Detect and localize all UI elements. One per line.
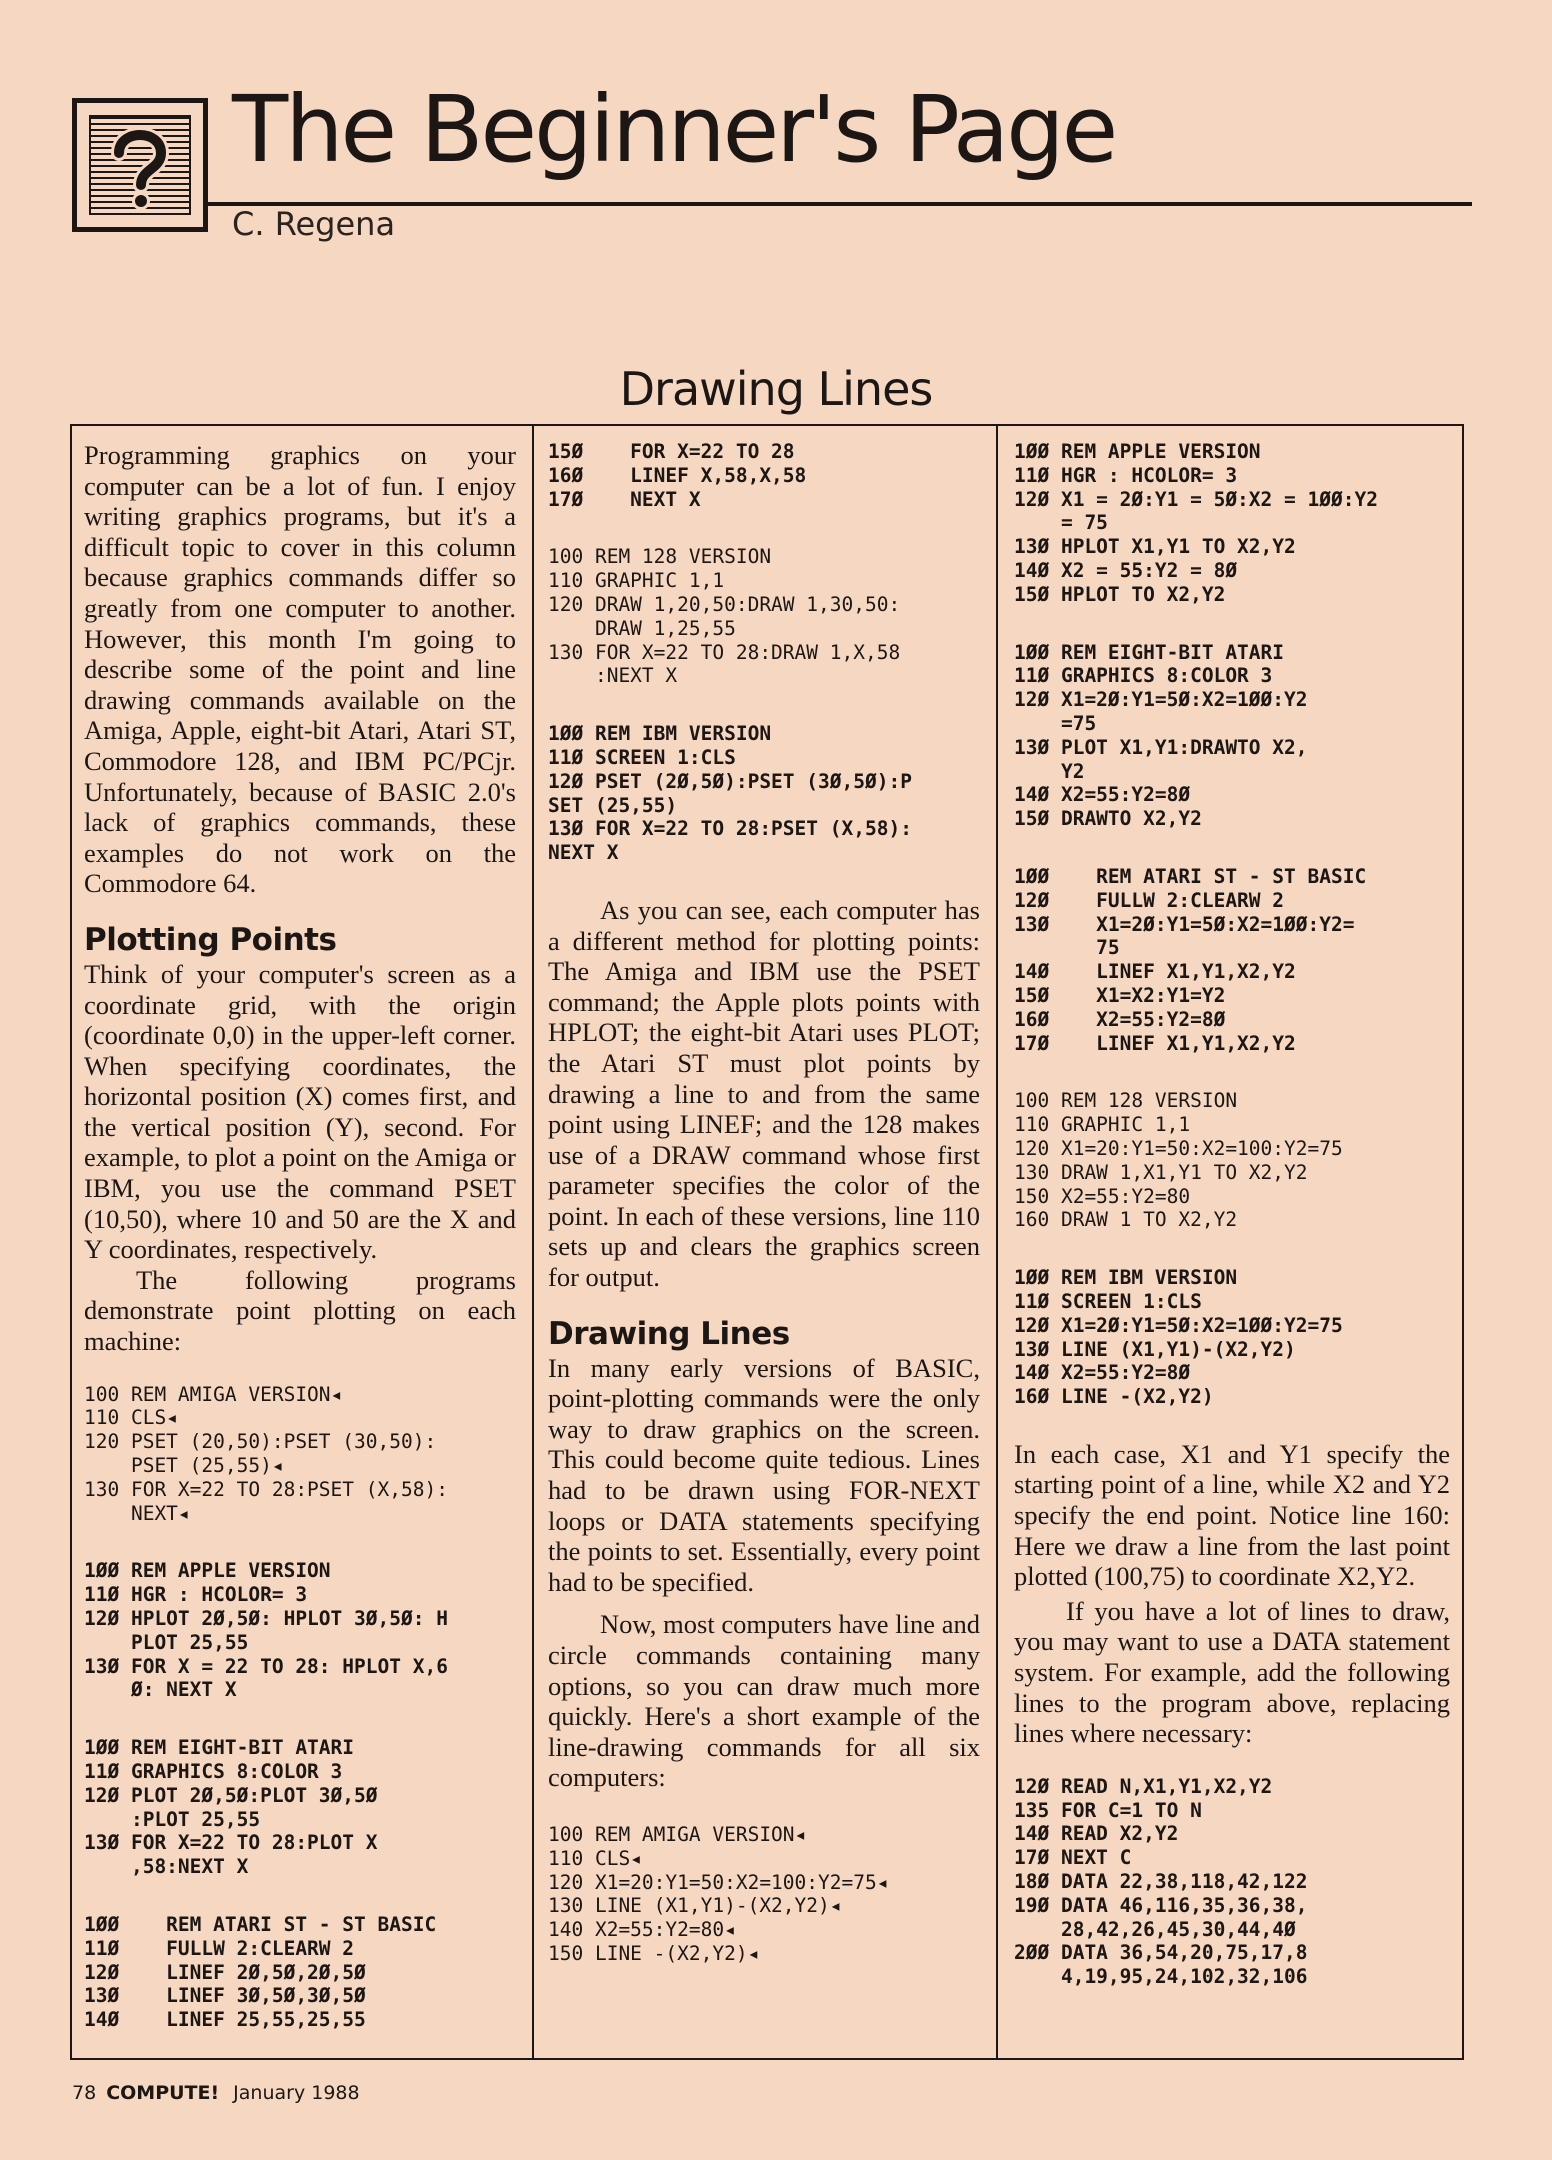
code-line: 12Ø X1=2Ø:Y1=5Ø:X2=1ØØ:Y2=75 bbox=[1014, 1313, 1343, 1337]
code-listing-128 bbox=[548, 545, 980, 688]
code-line: 75 bbox=[1014, 936, 1120, 960]
code-line: 16Ø X2=55:Y2=8Ø bbox=[1014, 1007, 1226, 1031]
code-line: 12Ø PSET (2Ø,5Ø):PSET (3Ø,5Ø):P bbox=[548, 769, 912, 793]
paragraph: The following programs demonstrate point plotting on each machine: bbox=[84, 1264, 516, 1357]
column-divider bbox=[996, 426, 998, 2060]
code-line: Y2 bbox=[1014, 759, 1085, 783]
code-line: 13Ø FOR X = 22 TO 28: HPLOT X,6 bbox=[84, 1654, 448, 1678]
code-line: 110 GRAPHIC 1,1 bbox=[1014, 1113, 1191, 1137]
page-title: The Beginner's Page bbox=[232, 76, 1116, 183]
code-line: 17Ø NEXT C bbox=[1014, 1846, 1132, 1870]
code-line: 1ØØ REM IBM VERSION bbox=[1014, 1266, 1238, 1290]
column-1 bbox=[84, 440, 516, 2052]
paragraph: If you have a lot of lines to draw, you may want to use a DATA statement system. For example, add the following lines to the program above, replacing lines where necessary: bbox=[1014, 1595, 1450, 1749]
code-line: 160 DRAW 1 TO X2,Y2 bbox=[1014, 1208, 1238, 1232]
code-line: 110 CLS◂ bbox=[84, 1406, 178, 1430]
code-line: 13Ø X1=2Ø:Y1=5Ø:X2=1ØØ:Y2= bbox=[1014, 912, 1355, 936]
code-line: 18Ø DATA 22,38,118,42,122 bbox=[1014, 1870, 1308, 1894]
code-line: 15Ø FOR X=22 TO 28 bbox=[548, 440, 795, 463]
column-divider bbox=[532, 426, 534, 2060]
paragraph: Now, most computers have line and circle commands containing many options, so you can draw much more quickly. Here's a short example of the line-drawing commands for all six computers: bbox=[548, 1609, 980, 1793]
code-line: NEXT◂ bbox=[84, 1501, 190, 1525]
paragraph: In each case, X1 and Y1 specify the starting point of a line, while X2 and Y2 specify the end point. Notice line 160: Here we draw a line from the last point plotted (100,75) to coordinate X2,Y2. bbox=[1014, 1438, 1450, 1592]
code-line: 1ØØ REM IBM VERSION bbox=[548, 722, 772, 746]
code-line: 11Ø HGR : HCOLOR= 3 bbox=[1014, 463, 1238, 487]
code-line: 13Ø LINEF 3Ø,5Ø,3Ø,5Ø bbox=[84, 1984, 366, 2008]
column-logo bbox=[72, 98, 208, 232]
code-line: :NEXT X bbox=[548, 664, 678, 688]
code-line: :PLOT 25,55 bbox=[84, 1807, 261, 1831]
code-line: 16Ø LINE -(X2,Y2) bbox=[1014, 1385, 1214, 1409]
code-line: 17Ø NEXT X bbox=[548, 487, 701, 511]
code-line: 16Ø LINEF X,58,X,58 bbox=[548, 463, 807, 487]
header-rule bbox=[208, 202, 1472, 206]
column-2 bbox=[548, 440, 980, 2052]
code-line: 12Ø X1=2Ø:Y1=5Ø:X2=1ØØ:Y2 bbox=[1014, 688, 1308, 712]
code-line: 12Ø FULLW 2:CLEARW 2 bbox=[1014, 888, 1285, 912]
publication-name: COMPUTE! bbox=[106, 2082, 220, 2104]
code-line: 11Ø FULLW 2:CLEARW 2 bbox=[84, 1936, 355, 1960]
code-line: 15Ø DRAWTO X2,Y2 bbox=[1014, 807, 1202, 831]
code-line: 11Ø GRAPHICS 8:COLOR 3 bbox=[84, 1759, 343, 1783]
author-name: C. Regena bbox=[232, 205, 396, 243]
paragraph: As you can see, each computer has a different method for plotting points: The Amiga and IBM use the PSET command; the Apple plots points with HPLOT; the eight-bit Atari uses PLOT; the Atari ST must plot points by drawing a line to and from the same point using LINEF; and the 128 makes use of a DRAW command whose first parameter specifies the color of the point. In each of these versions, line 110 sets up and clears the graphics screen for output. bbox=[548, 894, 980, 1293]
code-line: 2ØØ DATA 36,54,20,75,17,8 bbox=[1014, 1941, 1308, 1965]
code-line: 13Ø FOR X=22 TO 28:PLOT X bbox=[84, 1831, 378, 1855]
issue-date: January 1988 bbox=[233, 2082, 360, 2104]
code-listing-ibm bbox=[548, 722, 980, 865]
article-title: Drawing Lines bbox=[619, 362, 933, 416]
code-listing-amiga-lines bbox=[548, 1823, 980, 1966]
column-3 bbox=[1014, 440, 1450, 2052]
code-line: 120 X1=20:Y1=50:X2=100:Y2=75◂ bbox=[548, 1870, 889, 1894]
code-line: 150 X2=55:Y2=80 bbox=[1014, 1184, 1191, 1208]
code-line: 13Ø LINE (X1,Y1)-(X2,Y2) bbox=[1014, 1337, 1296, 1361]
code-line: 12Ø HPLOT 2Ø,5Ø: HPLOT 3Ø,5Ø: H bbox=[84, 1607, 448, 1630]
code-line: Ø: NEXT X bbox=[84, 1678, 237, 1702]
code-listing-atari-lines bbox=[1014, 641, 1450, 831]
code-listing-apple-lines bbox=[1014, 440, 1450, 607]
code-line: 130 LINE (X1,Y1)-(X2,Y2)◂ bbox=[548, 1894, 842, 1918]
paragraph: In many early versions of BASIC, point-plotting commands were the only way to draw graphics on the screen. This could become quite tedious. Lines had to be drawn using FOR-NEXT loops or DATA statements specifying the points to set. Essentially, every point had to be specified. bbox=[548, 1352, 980, 1597]
code-line: 1ØØ REM EIGHT-BIT ATARI bbox=[1014, 640, 1285, 664]
code-line: 140 X2=55:Y2=80◂ bbox=[548, 1918, 736, 1942]
code-line: 130 DRAW 1,X1,Y1 TO X2,Y2 bbox=[1014, 1160, 1308, 1184]
code-listing-atari-st-lines bbox=[1014, 865, 1450, 1055]
code-line: PSET (25,55)◂ bbox=[84, 1454, 284, 1478]
code-line: 100 REM 128 VERSION bbox=[1014, 1089, 1238, 1113]
code-line: 130 FOR X=22 TO 28:DRAW 1,X,58 bbox=[548, 640, 901, 664]
code-line: 1ØØ REM ATARI ST - ST BASIC bbox=[1014, 864, 1367, 888]
code-line: 11Ø SCREEN 1:CLS bbox=[1014, 1289, 1202, 1313]
code-line: 130 FOR X=22 TO 28:PSET (X,58): bbox=[84, 1477, 448, 1501]
code-line: 14Ø LINEF X1,Y1,X2,Y2 bbox=[1014, 960, 1296, 984]
intro-paragraph: Programming graphics on your computer can be a lot of fun. I enjoy writing graphics programs, but it's a difficult topic to cover in this column because graphics commands differ so greatly from one computer to another. However, this month I'm going to describe some of the point and line drawing commands available on the Amiga, Apple, eight-bit Atari, Atari ST, Commodore 128, and IBM PC/PCjr. Unfortunately, because of BASIC 2.0's lack of graphics commands, these examples do not work on the Commodore 64. bbox=[84, 440, 516, 899]
code-line: 14Ø X2=55:Y2=8Ø bbox=[1014, 1361, 1191, 1385]
page-footer bbox=[72, 2082, 360, 2104]
code-line: SET (25,55) bbox=[548, 793, 678, 817]
code-line: DRAW 1,25,55 bbox=[548, 616, 736, 640]
code-listing-apple bbox=[84, 1559, 516, 1702]
code-line: 1ØØ REM APPLE VERSION bbox=[1014, 440, 1261, 463]
question-mark-icon bbox=[89, 115, 191, 215]
code-line: 1ØØ REM EIGHT-BIT ATARI bbox=[84, 1736, 355, 1760]
code-listing-atari-st-cont bbox=[548, 440, 980, 511]
code-line: 14Ø X2 = 55:Y2 = 8Ø bbox=[1014, 558, 1238, 582]
code-listing-atari bbox=[84, 1736, 516, 1879]
section-heading: Drawing Lines bbox=[548, 1315, 790, 1352]
code-line: 110 CLS◂ bbox=[548, 1846, 642, 1870]
code-line: 13Ø FOR X=22 TO 28:PSET (X,58): bbox=[548, 817, 912, 841]
code-line: 12Ø READ N,X1,Y1,X2,Y2 bbox=[1014, 1774, 1273, 1798]
code-line: 14Ø LINEF 25,55,25,55 bbox=[84, 2008, 366, 2032]
code-line: 120 PSET (20,50):PSET (30,50): bbox=[84, 1430, 437, 1454]
code-line: 135 FOR C=1 TO N bbox=[1014, 1798, 1202, 1822]
code-listing-128-lines bbox=[1014, 1089, 1450, 1232]
code-line: PLOT 25,55 bbox=[84, 1630, 249, 1654]
paragraph: Think of your computer's screen as a coordinate grid, with the origin (coordinate 0,0) in the upper-left corner. When specifying coordinates, the horizontal position (X) comes first, and the vertical position (Y), second. For example, to plot a point on the Amiga or IBM, you use the command PSET (10,50), where 10 and 50 are the X and Y coordinates, respectively. bbox=[84, 958, 516, 1265]
code-line: 100 REM AMIGA VERSION◂ bbox=[548, 1822, 807, 1846]
code-line: 13Ø PLOT X1,Y1:DRAWTO X2, bbox=[1014, 735, 1308, 759]
code-line: 4,19,95,24,102,32,106 bbox=[1014, 1965, 1308, 1989]
code-line: 11Ø SCREEN 1:CLS bbox=[548, 745, 736, 769]
code-line: 1ØØ REM ATARI ST - ST BASIC bbox=[84, 1912, 437, 1936]
code-line: 28,42,26,45,30,44,4Ø bbox=[1014, 1917, 1296, 1941]
code-line: = 75 bbox=[1014, 511, 1108, 535]
code-listing-ibm-lines bbox=[1014, 1266, 1450, 1409]
code-listing-atari-st bbox=[84, 1913, 516, 2032]
code-line: 120 X1=20:Y1=50:X2=100:Y2=75 bbox=[1014, 1136, 1343, 1160]
code-line: 15Ø X1=X2:Y1=Y2 bbox=[1014, 983, 1226, 1007]
code-line: 110 GRAPHIC 1,1 bbox=[548, 569, 725, 593]
code-line: ,58:NEXT X bbox=[84, 1855, 249, 1879]
code-line: =75 bbox=[1014, 711, 1097, 735]
code-listing-amiga bbox=[84, 1383, 516, 1526]
code-line: 14Ø READ X2,Y2 bbox=[1014, 1822, 1179, 1846]
code-line: 12Ø LINEF 2Ø,5Ø,2Ø,5Ø bbox=[84, 1960, 366, 1984]
code-line: 100 REM 128 VERSION bbox=[548, 545, 772, 569]
code-line: 14Ø X2=55:Y2=8Ø bbox=[1014, 783, 1191, 807]
code-line: 12Ø PLOT 2Ø,5Ø:PLOT 3Ø,5Ø bbox=[84, 1783, 378, 1807]
code-listing-data bbox=[1014, 1775, 1450, 1989]
code-line: 11Ø HGR : HCOLOR= 3 bbox=[84, 1583, 308, 1607]
code-line: 100 REM AMIGA VERSION◂ bbox=[84, 1382, 343, 1406]
code-line: 12Ø X1 = 2Ø:Y1 = 5Ø:X2 = 1ØØ:Y2 bbox=[1014, 487, 1378, 511]
code-line: 15Ø HPLOT TO X2,Y2 bbox=[1014, 582, 1226, 606]
code-line: 150 LINE -(X2,Y2)◂ bbox=[548, 1941, 760, 1965]
code-line: 19Ø DATA 46,116,35,36,38, bbox=[1014, 1893, 1308, 1917]
code-line: NEXT X bbox=[548, 841, 619, 865]
code-line: 11Ø GRAPHICS 8:COLOR 3 bbox=[1014, 664, 1273, 688]
code-line: 120 DRAW 1,20,50:DRAW 1,30,50: bbox=[548, 592, 901, 616]
page-number: 78 bbox=[72, 2082, 97, 2104]
section-heading: Plotting Points bbox=[84, 921, 337, 958]
code-line: 13Ø HPLOT X1,Y1 TO X2,Y2 bbox=[1014, 535, 1296, 559]
code-line: 17Ø LINEF X1,Y1,X2,Y2 bbox=[1014, 1031, 1296, 1055]
code-line: 1ØØ REM APPLE VERSION bbox=[84, 1559, 331, 1583]
